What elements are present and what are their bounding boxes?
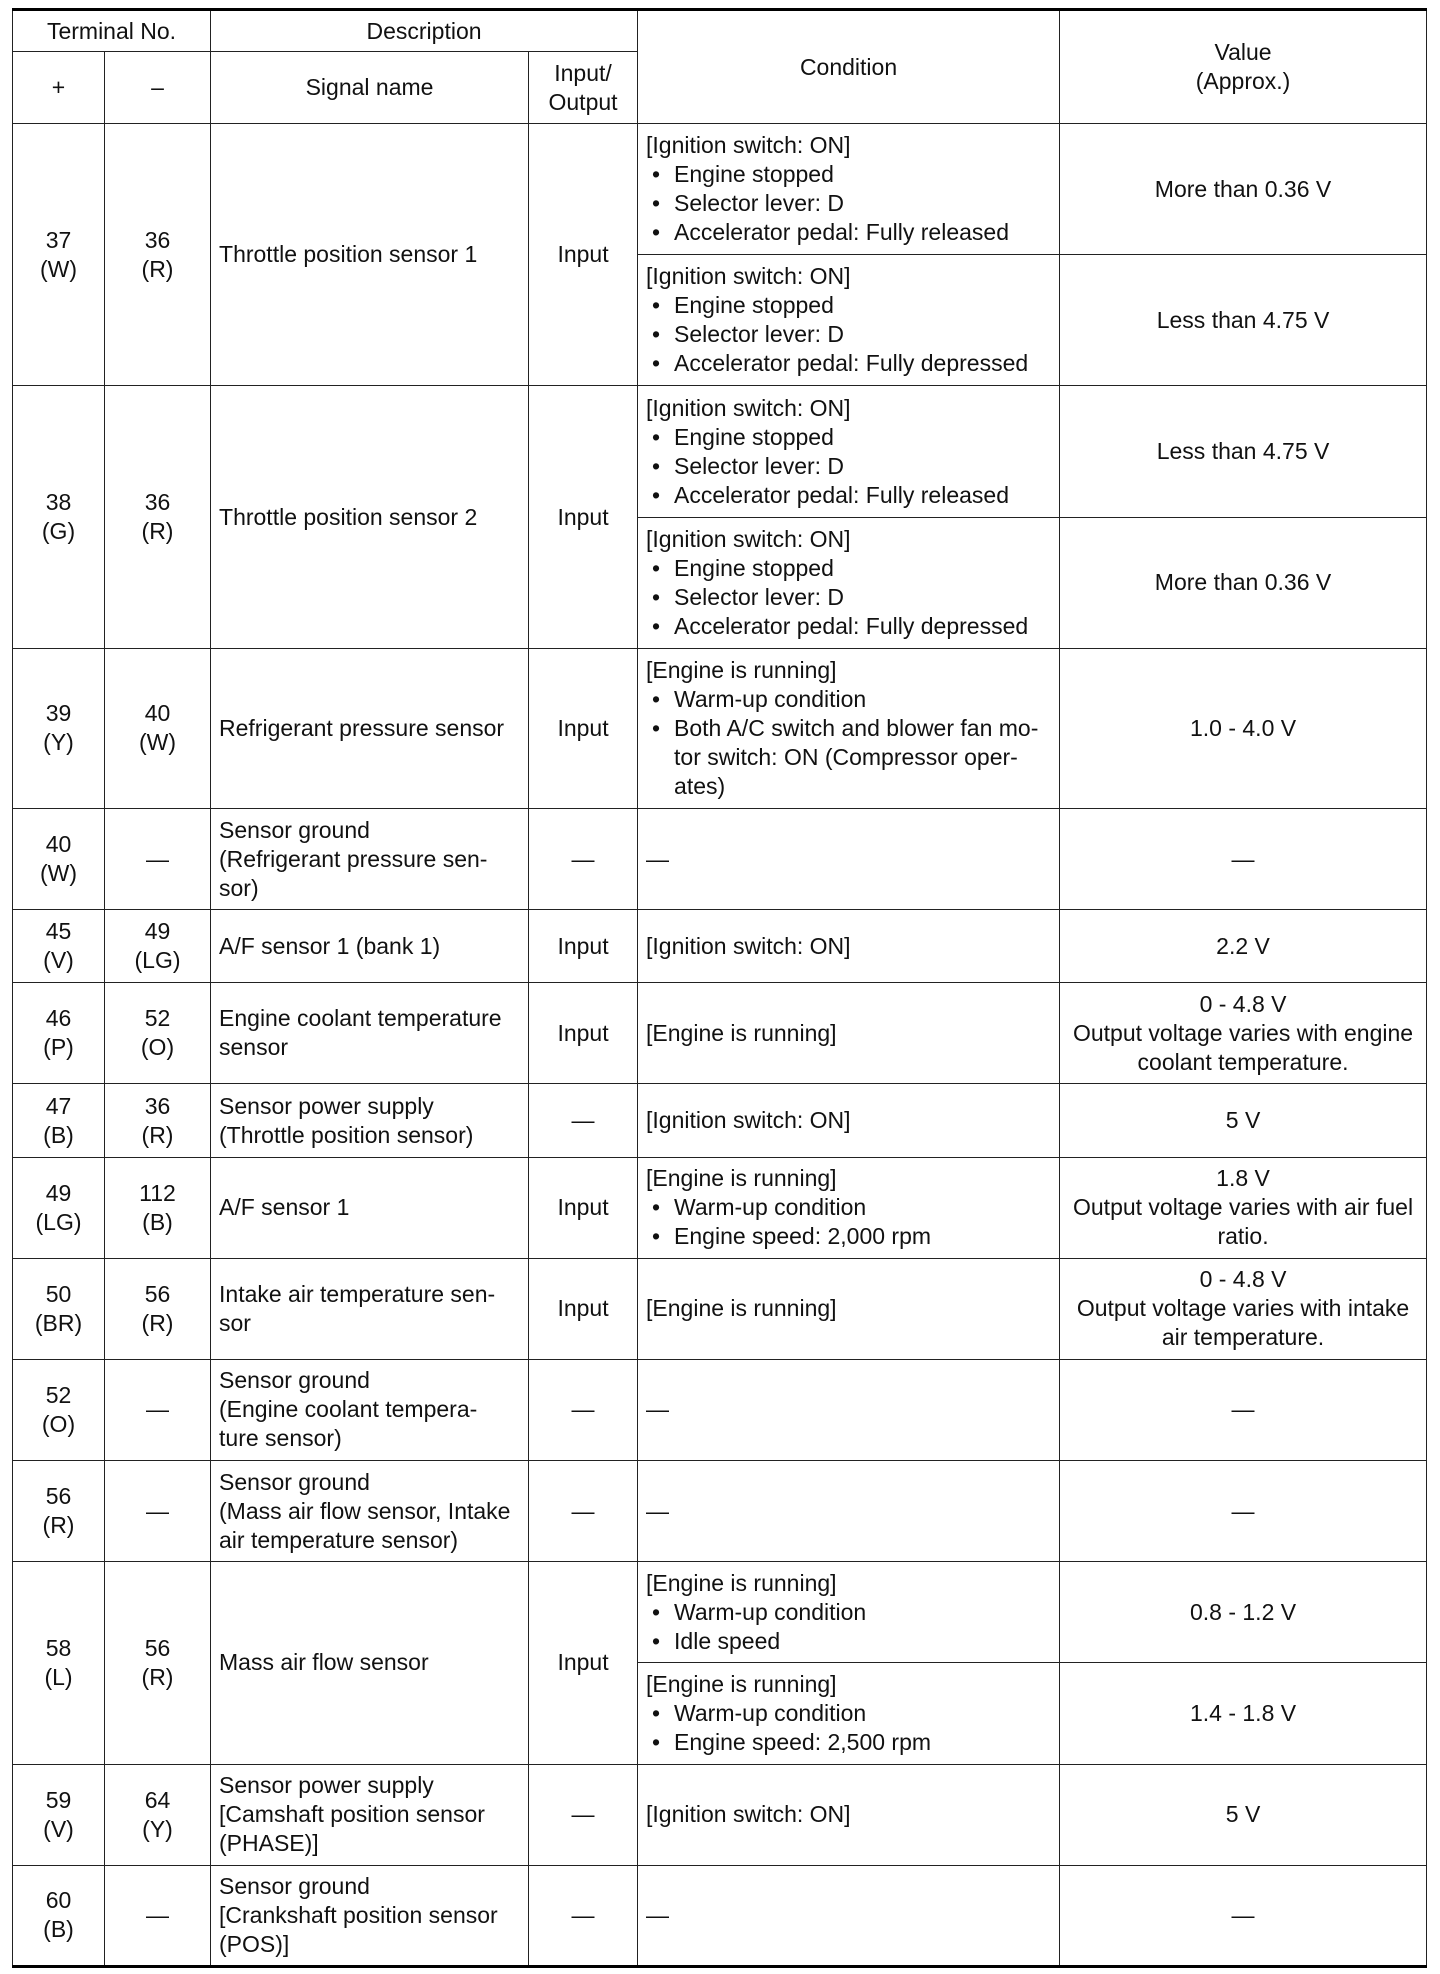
input-output-cell: Input [529,386,638,648]
signal-name-cell: Throttle position sensor 2 [211,386,529,648]
input-output-cell: — [529,1359,638,1460]
terminal-table [12,8,1427,1968]
value-cell: 0 - 4.8 V Output voltage varies with engine coolant temperature. [1060,983,1427,1084]
condition-cell [638,1865,1060,1966]
terminal-minus-cell: 112 (B) [105,1157,211,1258]
condition-heading: [Engine is running] [646,656,837,683]
table-row [13,1562,1427,1663]
condition-bullet: • Engine stopped [646,291,1051,320]
input-output-cell: Input [529,124,638,386]
terminal-plus-cell: 58 (L) [13,1562,105,1764]
table-row [13,386,1427,517]
table-body [13,124,1427,1967]
header-terminal-no: Terminal No. [13,10,211,52]
terminal-plus-cell: 46 (P) [13,983,105,1084]
terminal-plus-cell: 52 (O) [13,1359,105,1460]
condition-cell [638,1663,1060,1764]
condition-heading: [Ignition switch: ON] [646,132,851,159]
condition-heading: [Ignition switch: ON] [646,525,851,552]
terminal-plus-cell: 38 (G) [13,386,105,648]
terminal-plus-cell: 39 (Y) [13,648,105,808]
terminal-minus-cell: 56 (R) [105,1562,211,1764]
input-output-cell: Input [529,1157,638,1258]
condition-cell [638,386,1060,517]
condition-cell [638,517,1060,648]
condition-heading: [Ignition switch: ON] [646,932,851,959]
terminal-minus-cell: 36 (R) [105,124,211,386]
header-value: Value (Approx.) [1060,10,1427,124]
condition-bullet: • Warm-up condition [646,1699,1051,1728]
terminal-plus-cell: 49 (LG) [13,1157,105,1258]
header-minus: – [105,52,211,124]
terminal-plus-cell: 50 (BR) [13,1258,105,1359]
terminal-minus-cell: 40 (W) [105,648,211,808]
signal-name-cell: Sensor ground [Crankshaft position sensor (POS)] [211,1865,529,1966]
condition-bullet: • Accelerator pedal: Fully depressed [646,349,1051,378]
condition-bullet: • Accelerator pedal: Fully released [646,218,1051,247]
condition-cell [638,910,1060,983]
condition-heading: [Engine is running] [646,1165,837,1192]
input-output-cell: — [529,1084,638,1157]
condition-bullet: • Engine speed: 2,500 rpm [646,1728,1051,1757]
header-description: Description [211,10,638,52]
value-cell: More than 0.36 V [1060,124,1427,255]
condition-heading: — [646,1396,670,1423]
terminal-plus-cell: 47 (B) [13,1084,105,1157]
value-cell: 1.4 - 1.8 V [1060,1663,1427,1764]
condition-bullet: • Selector lever: D [646,320,1051,349]
signal-name-cell: Engine coolant temperature sensor [211,983,529,1084]
terminal-minus-cell: — [105,1865,211,1966]
table-row [13,124,1427,255]
signal-name-cell: A/F sensor 1 (bank 1) [211,910,529,983]
condition-cell [638,1461,1060,1562]
signal-name-cell: Sensor ground (Refrigerant pressure sen- sor) [211,809,529,910]
condition-cell [638,1084,1060,1157]
value-cell: — [1060,1461,1427,1562]
value-cell: 2.2 V [1060,910,1427,983]
signal-name-cell: A/F sensor 1 [211,1157,529,1258]
condition-cell [638,1359,1060,1460]
signal-name-cell: Sensor power supply [Camshaft position sensor (PHASE)] [211,1764,529,1865]
table-row [13,1359,1427,1460]
condition-bullet: • Warm-up condition [646,1598,1051,1627]
terminal-minus-cell: 36 (R) [105,1084,211,1157]
input-output-cell: Input [529,1258,638,1359]
condition-bullet: • Engine stopped [646,160,1051,189]
condition-bullet: • Accelerator pedal: Fully released [646,481,1051,510]
input-output-cell: Input [529,648,638,808]
terminal-plus-cell: 60 (B) [13,1865,105,1966]
signal-name-cell: Sensor ground (Mass air flow sensor, Intake air temperature sensor) [211,1461,529,1562]
value-cell: 1.8 V Output voltage varies with air fuel ratio. [1060,1157,1427,1258]
condition-heading: — [646,1497,670,1524]
terminal-minus-cell: 49 (LG) [105,910,211,983]
signal-name-cell: Throttle position sensor 1 [211,124,529,386]
condition-cell [638,1562,1060,1663]
condition-heading: — [646,1901,670,1928]
input-output-cell: — [529,1865,638,1966]
header-signal-name: Signal name [211,52,529,124]
condition-bullet: • Warm-up condition [646,1193,1051,1222]
condition-bullet: • Warm-up condition [646,685,1051,714]
condition-cell [638,648,1060,808]
table-row [13,1258,1427,1359]
condition-bullet: • Both A/C switch and blower fan mo- tor switch: ON (Compressor oper- ates) [646,714,1051,801]
signal-name-cell: Intake air temperature sen- sor [211,1258,529,1359]
value-cell: 0 - 4.8 V Output voltage varies with intake air temperature. [1060,1258,1427,1359]
condition-cell [638,809,1060,910]
terminal-minus-cell: 36 (R) [105,386,211,648]
terminal-minus-cell: — [105,809,211,910]
terminal-minus-cell: — [105,1461,211,1562]
value-cell: — [1060,1359,1427,1460]
condition-heading: [Engine is running] [646,1569,837,1596]
condition-bullet: • Accelerator pedal: Fully depressed [646,612,1051,641]
condition-cell [638,1157,1060,1258]
condition-bullet: • Engine stopped [646,554,1051,583]
table-row [13,1865,1427,1966]
condition-bullet: • Idle speed [646,1627,1051,1656]
table-row [13,910,1427,983]
condition-heading: [Ignition switch: ON] [646,1801,851,1828]
table-row [13,1157,1427,1258]
input-output-cell: Input [529,910,638,983]
condition-cell [638,1258,1060,1359]
table-row [13,1764,1427,1865]
terminal-minus-cell: — [105,1359,211,1460]
header-input-output: Input/ Output [529,52,638,124]
value-cell: — [1060,809,1427,910]
condition-heading: — [646,845,670,872]
value-cell: More than 0.36 V [1060,517,1427,648]
table-row [13,1084,1427,1157]
signal-name-cell: Sensor power supply (Throttle position sensor) [211,1084,529,1157]
terminal-plus-cell: 37 (W) [13,124,105,386]
terminal-minus-cell: 56 (R) [105,1258,211,1359]
value-cell: Less than 4.75 V [1060,255,1427,386]
condition-cell [638,255,1060,386]
condition-heading: [Ignition switch: ON] [646,394,851,421]
condition-bullet: • Selector lever: D [646,189,1051,218]
value-cell: Less than 4.75 V [1060,386,1427,517]
header-condition: Condition [638,10,1060,124]
condition-bullet: • Engine speed: 2,000 rpm [646,1222,1051,1251]
condition-cell [638,983,1060,1084]
terminal-plus-cell: 45 (V) [13,910,105,983]
condition-bullet: • Engine stopped [646,423,1051,452]
condition-heading: [Engine is running] [646,1295,837,1322]
value-cell: — [1060,1865,1427,1966]
table-row [13,1461,1427,1562]
table-row [13,648,1427,808]
terminal-plus-cell: 56 (R) [13,1461,105,1562]
condition-cell [638,124,1060,255]
condition-heading: [Engine is running] [646,1019,837,1046]
terminal-plus-cell: 40 (W) [13,809,105,910]
header-plus: + [13,52,105,124]
value-cell: 5 V [1060,1084,1427,1157]
condition-bullet: • Selector lever: D [646,452,1051,481]
terminal-minus-cell: 52 (O) [105,983,211,1084]
input-output-cell: — [529,1461,638,1562]
input-output-cell: — [529,809,638,910]
table-row [13,983,1427,1084]
table-row [13,809,1427,910]
input-output-cell: Input [529,983,638,1084]
input-output-cell: — [529,1764,638,1865]
signal-name-cell: Mass air flow sensor [211,1562,529,1764]
terminal-plus-cell: 59 (V) [13,1764,105,1865]
condition-cell [638,1764,1060,1865]
input-output-cell: Input [529,1562,638,1764]
terminal-minus-cell: 64 (Y) [105,1764,211,1865]
condition-bullet: • Selector lever: D [646,583,1051,612]
value-cell: 1.0 - 4.0 V [1060,648,1427,808]
value-cell: 5 V [1060,1764,1427,1865]
value-cell: 0.8 - 1.2 V [1060,1562,1427,1663]
condition-heading: [Ignition switch: ON] [646,1107,851,1134]
condition-heading: [Engine is running] [646,1670,837,1697]
condition-heading: [Ignition switch: ON] [646,263,851,290]
signal-name-cell: Refrigerant pressure sensor [211,648,529,808]
signal-name-cell: Sensor ground (Engine coolant tempera- ture sensor) [211,1359,529,1460]
